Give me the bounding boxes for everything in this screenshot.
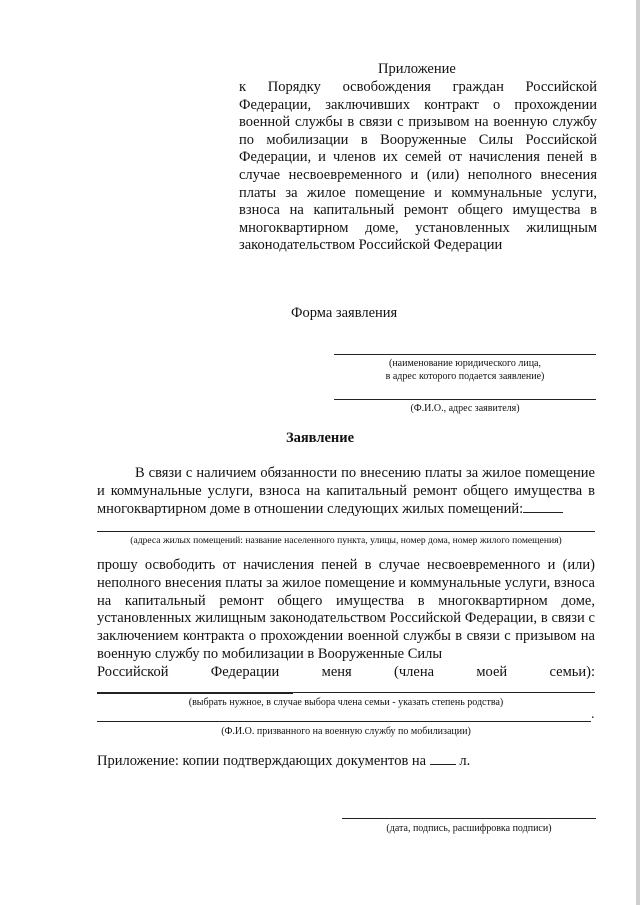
fio-line[interactable] xyxy=(97,721,591,722)
premises-inline-blank[interactable] xyxy=(523,512,563,513)
recipient-caption-1: (наименование юридического лица, xyxy=(388,358,541,369)
statement-title: Заявление xyxy=(285,430,355,446)
recipient-name-line[interactable] xyxy=(334,354,596,355)
choice-caption: (выбрать нужное, в случае выбора члена семьи - указать степень родства) xyxy=(188,697,504,708)
address-caption: (адреса жилых помещений: название населенного пункта, улицы, номер дома, номер жилого помещения) xyxy=(130,535,562,546)
appendix-suffix: л. xyxy=(459,753,471,769)
form-title: Форма заявления xyxy=(291,305,398,321)
applicant-caption: (Ф.И.О., адрес заявителя) xyxy=(410,403,520,414)
paragraph-2-last-text: Российской Федерации меня (члена моей семьи): xyxy=(97,663,595,680)
pages-count-blank[interactable] xyxy=(430,764,456,765)
appendix-documents-line xyxy=(97,753,470,770)
fio-caption: (Ф.И.О. призванного на военную службу по мобилизации) xyxy=(221,726,471,737)
address-line[interactable] xyxy=(97,531,595,532)
appendix-prefix: Приложение: копии подтверждающих документов на xyxy=(97,753,427,769)
choice-line[interactable] xyxy=(97,692,595,693)
paragraph-2-last-line xyxy=(97,664,595,700)
paragraph-2 xyxy=(97,557,595,699)
signature-line[interactable] xyxy=(342,818,596,819)
scan-edge xyxy=(636,0,640,905)
applicant-line[interactable] xyxy=(334,399,596,400)
recipient-caption-2: в адрес которого подается заявление) xyxy=(385,371,545,382)
fio-line-period: . xyxy=(591,707,595,722)
paragraph-1-text: В связи с наличием обязанности по внесению платы за жилое помещение и коммунальные услуги, взноса на капитальный ремонт общего имущества в многоквартирном доме в отношении следующих жилых помещений: xyxy=(97,465,595,517)
paragraph-2-text: прошу освободить от начисления пеней в случае несвоевременного и (или) неполного внесения платы за жилое помещение и коммунальные услуги, взноса на капитальный ремонт общего имущества в многоквартирном доме, установленных жилищным законодательством Российской Федерации, в связи с заключением контракта о прохождении военной службы в связи с призывом на военную службу по мобилизации в Вооруженные Силы xyxy=(97,557,595,662)
paragraph-1 xyxy=(97,465,595,518)
appendix-title: Приложение xyxy=(378,61,456,77)
signature-caption: (дата, подпись, расшифровка подписи) xyxy=(386,823,552,834)
appendix-reference-text: к Порядку освобождения граждан Российской Федерации, заключивших контракт о прохождении военной службы в связи с призывом на военную службу по мобилизации в Вооруженные Силы Российской Федерации, и членов их семей от начисления пеней в случае несвоевременного и (или) неполного внесения платы за жилое помещение и коммунальные услуги, взноса на капитальный ремонт общего имущества в многоквартирном доме, установленных жилищным законодательством Российской Федерации xyxy=(239,79,597,254)
